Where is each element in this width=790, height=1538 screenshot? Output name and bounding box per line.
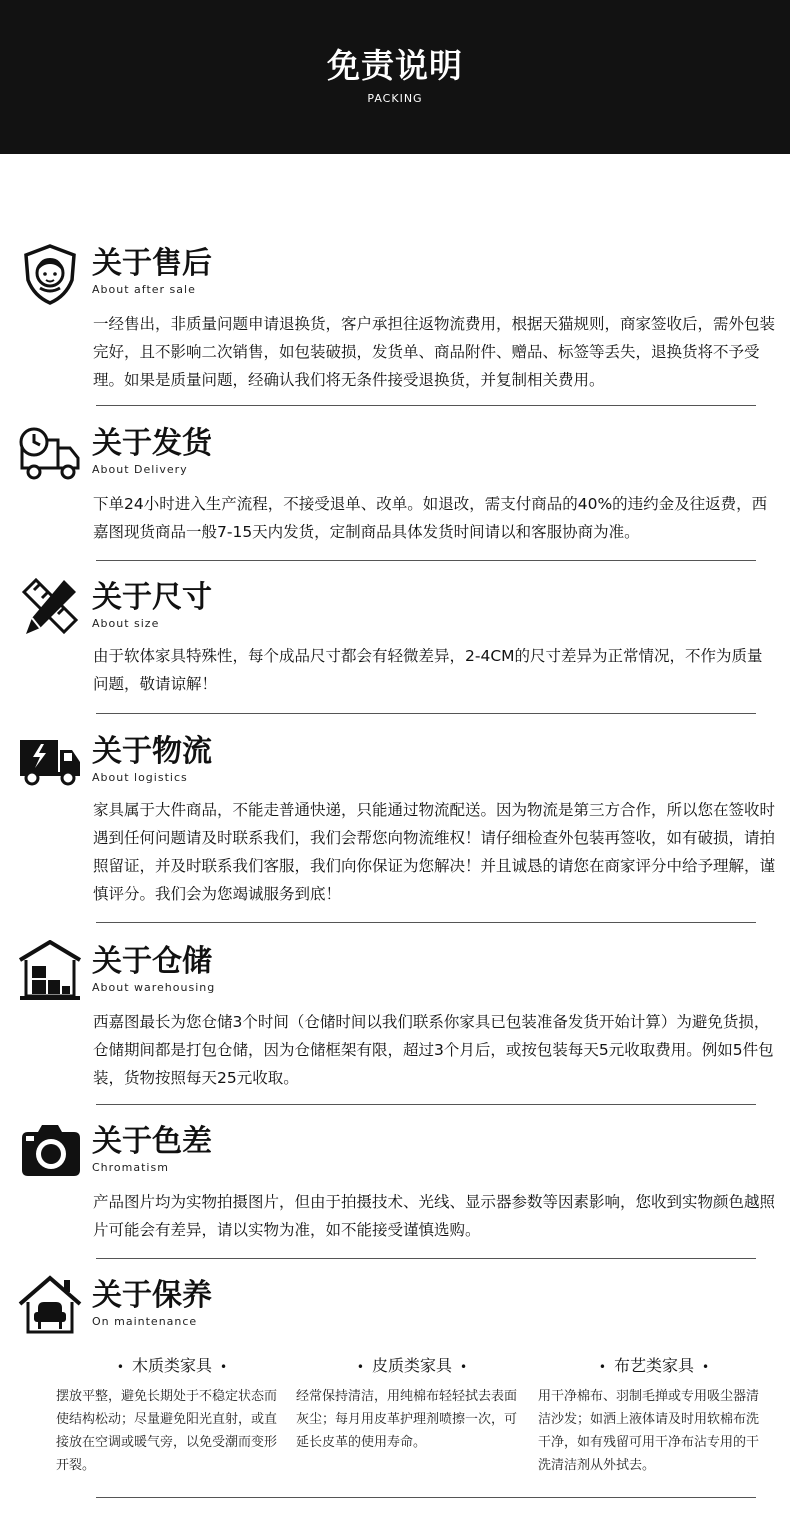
care-heading [296,1354,528,1379]
section-body: 产品图片均为实物拍摄图片，但由于拍摄技术、光线、显示器参数等因素影响，您收到实物颜色越照片可能会有差异，请以实物为准，如不能接受谨慎选购。 [93,1193,776,1239]
section-subtitle: Chromatism [92,1161,169,1174]
divider [96,1258,756,1259]
house-armchair-icon [18,1274,82,1338]
divider [96,922,756,923]
bullet-dot: • [116,1360,124,1374]
section-title: 关于仓储 [92,944,212,979]
section-body: 一经售出，非质量问题申请退换货，客户承担往返物流费用，根据天猫规则，商家签收后，需外包装完好，且不影响二次销售，如包装破损，发货单、商品附件、赠品、标签等丢失，退换货将不予受理。如果是质量问题，经确认我们将无条件接受退换货，并复制相关费用。 [93,315,776,389]
bullet-dot: • [356,1360,364,1374]
page-title: 免责说明 [327,46,463,85]
care-heading [538,1354,770,1379]
divider [96,560,756,561]
page-subtitle: PACKING [367,92,423,105]
care-text: 经常保持清洁，用纯棉布轻轻拭去表面灰尘；每月用皮革护理剂喷擦一次，可延长皮革的使用寿命。 [296,1389,518,1450]
section-maintenance-header [18,1274,418,1344]
care-heading [56,1354,288,1379]
section-subtitle: About after sale [92,283,196,296]
pencil-ruler-icon [18,576,82,640]
section-subtitle: About size [92,617,160,630]
section-after-sale-header [18,242,418,312]
section-body: 由于软体家具特殊性，每个成品尺寸都会有轻微差异，2-4CM的尺寸差异为正常情况，不作为质量问题，敬请谅解！ [93,647,763,693]
section-warehousing-header [18,940,418,1010]
section-chromatism-header [18,1120,418,1190]
divider [96,713,756,714]
section-body: 西嘉图最长为您仓储3个时间（仓储时间以我们联系你家具已包装准备发货开始计算）为避免货损，仓储期间都是打包仓储，因为仓储框架有限，超过3个月后，或按包装每天5元收取费用。例如5件包装，货物按照每天25元收取。 [93,1013,774,1087]
section-body: 家具属于大件商品，不能走普通快递，只能通过物流配送。因为物流是第三方合作，所以您在签收时遇到任何问题请及时联系我们，我们会帮您向物流维权！请仔细检查外包装再签收，如有破损，请拍照留证，并及时联系我们客服，我们向你保证为您解决！并且诚恳的请您在商家评分中给予理解，谨慎评分。我们会为您竭诚服务到底！ [93,801,776,903]
divider [96,1104,756,1105]
express-truck-icon [18,730,82,794]
section-subtitle: On maintenance [92,1315,198,1328]
customer-service-shield-icon [18,242,82,306]
section-subtitle: About Delivery [92,463,188,476]
camera-icon [18,1120,82,1184]
section-title: 关于发货 [92,426,212,461]
section-size-header [18,576,418,646]
care-title: 木质类家具 [131,1356,212,1375]
divider [96,1497,756,1498]
section-title: 关于保养 [92,1278,212,1313]
care-title: 布艺类家具 [613,1356,694,1375]
care-text: 摆放平整，避免长期处于不稳定状态而使结构松动；尽量避免阳光直射，或直接放在空调或暖气旁，以免受潮而变形开裂。 [56,1389,278,1473]
care-column-wood [56,1354,288,1477]
section-delivery-header [18,422,418,492]
care-column-leather [296,1354,528,1454]
care-title: 皮质类家具 [371,1356,452,1375]
bullet-dot: • [702,1360,710,1374]
divider [96,405,756,406]
section-title: 关于物流 [92,734,212,769]
care-text: 用干净棉布、羽制毛掸或专用吸尘器清洁沙发；如洒上液体请及时用软棉布洗干净，如有残留可用干净布沾专用的干洗清洁剂从外拭去。 [538,1389,760,1473]
section-title: 关于售后 [92,246,212,281]
section-subtitle: About warehousing [92,981,216,994]
section-logistics-header [18,730,418,800]
warehouse-icon [18,940,82,1004]
section-body: 下单24小时进入生产流程，不接受退单、改单。如退改，需支付商品的40%的违约金及往返费，西嘉图现货商品一般7-15天内发货，定制商品具体发货时间请以和客服协商为准。 [93,495,768,541]
section-title: 关于尺寸 [92,580,212,615]
bullet-dot: • [598,1360,606,1374]
bullet-dot: • [220,1360,228,1374]
section-title: 关于色差 [92,1124,212,1159]
bullet-dot: • [460,1360,468,1374]
section-subtitle: About logistics [92,771,188,784]
clock-truck-icon [18,422,82,486]
header-banner [0,0,790,154]
care-column-fabric [538,1354,770,1477]
